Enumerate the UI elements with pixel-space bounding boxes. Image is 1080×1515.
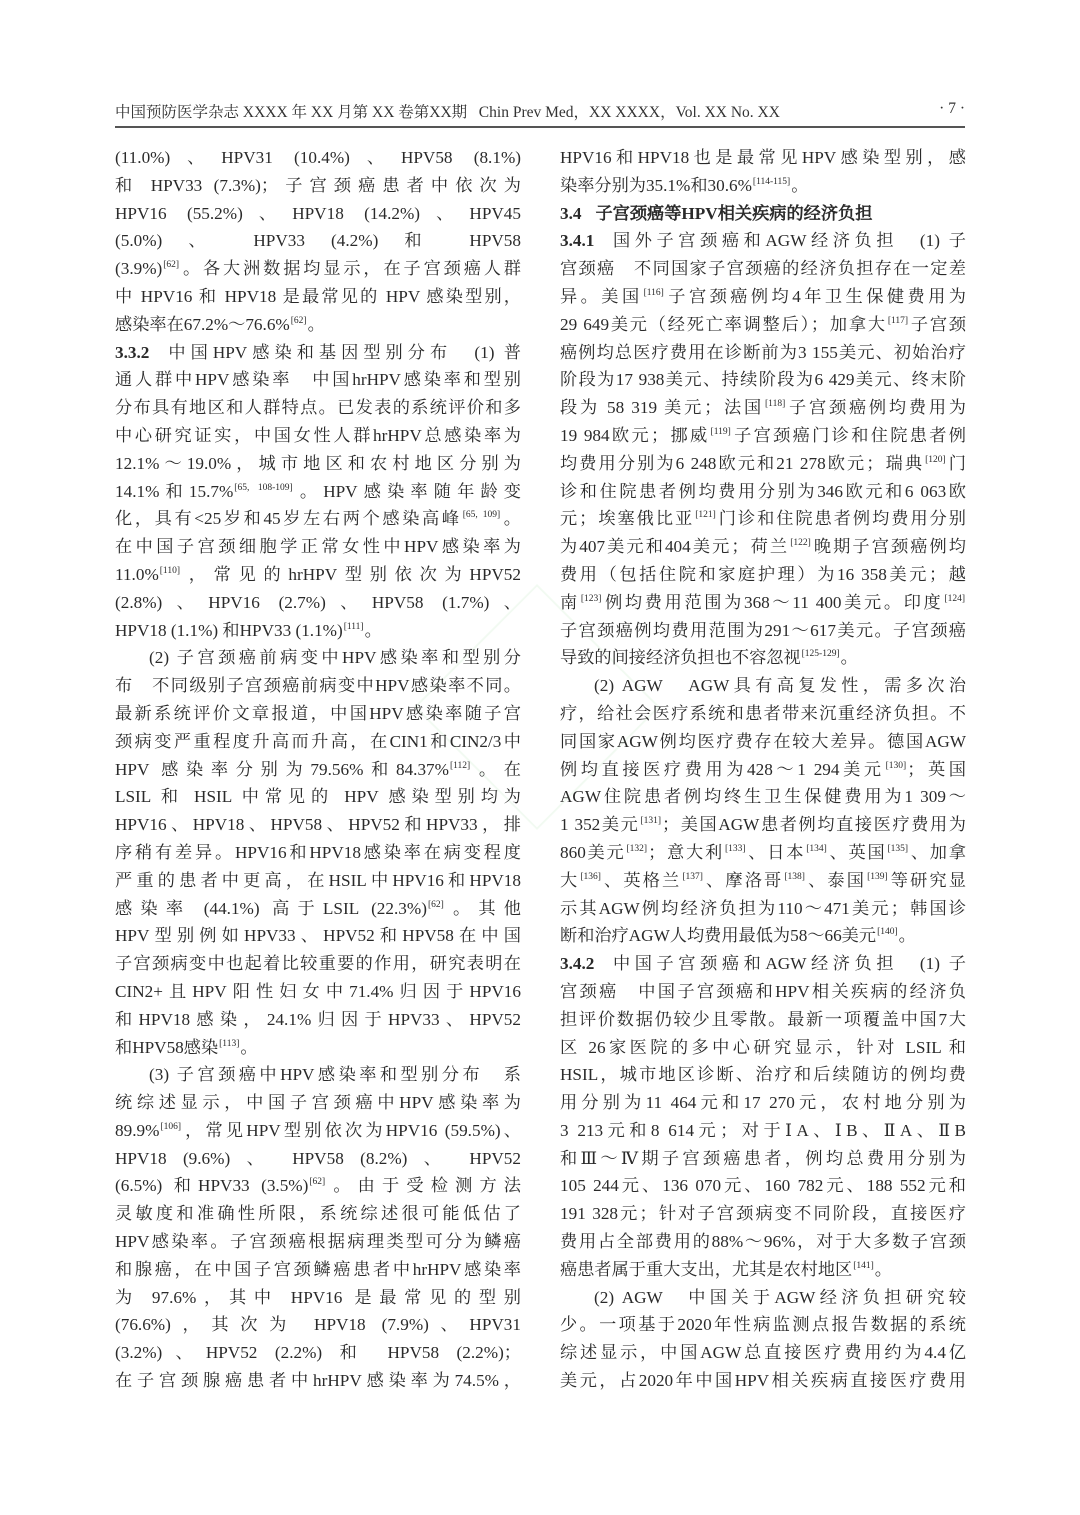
- text-run: 12.1%～19.0%，城市地区和农村地区分别为: [115, 453, 521, 473]
- text-line: [560, 1145, 966, 1173]
- text-line: [115, 1367, 521, 1395]
- text-line: [560, 700, 966, 728]
- text-line: [115, 1311, 521, 1339]
- text-line: [115, 1061, 521, 1089]
- text-run: HPV18 (1.1%) 和HPV33 (1.1%): [115, 620, 343, 640]
- text-line: [560, 839, 966, 867]
- text-run: HPV16 (55.2%)、HPV18 (14.2%)、HPV45: [115, 203, 521, 223]
- text-line: [560, 478, 966, 506]
- text-run: 子宫颈癌例均费用范围为291～617美元。子宫颈癌: [560, 620, 966, 640]
- text-line: [560, 922, 966, 950]
- text-line: [560, 672, 966, 700]
- text-run: 国外子宫颈癌和AGW经济负担 (1) 子: [608, 231, 966, 251]
- text-run: 子宫颈癌门诊和住院患者例: [731, 425, 966, 445]
- text-run: AGW住院患者例均终生卫生保健费用为1 309～: [560, 787, 966, 807]
- text-run: 宫颈癌 不同国家子宫颈癌的经济负担存在一定差: [560, 259, 966, 279]
- citation-ref: [112]: [449, 760, 471, 771]
- text-run: 、英国: [827, 842, 887, 862]
- text-line: [115, 1145, 521, 1173]
- text-run: 、日本: [746, 842, 806, 862]
- text-run: CIN2+且HPV阳性妇女中71.4%归因于HPV16: [115, 981, 521, 1001]
- text-line: [560, 1228, 966, 1256]
- text-run: 费用（包括住院和家庭护理）为16 358美元；越: [560, 564, 966, 584]
- text-run: 大: [560, 870, 580, 890]
- text-run: 。: [501, 509, 521, 529]
- text-line: [560, 311, 966, 339]
- text-line: [560, 255, 966, 283]
- citation-ref: [122]: [790, 538, 811, 549]
- section-heading: 3.4: [560, 203, 582, 223]
- text-run: 1 352美元: [560, 815, 640, 835]
- text-run: 。: [898, 926, 916, 946]
- text-run: 。: [364, 620, 382, 640]
- text-run: HPV16、HPV18、HPV58、HPV52和HPV33，排: [115, 815, 521, 835]
- text-line: [560, 1061, 966, 1089]
- text-run: 布 不同级别子宫颈癌前病变中HPV感染率不同。: [115, 676, 521, 696]
- text-run: 断和治疗AGW人均费用最低为58～66美元: [560, 926, 877, 946]
- text-run: HPV16和HPV18也是最常见HPV感染型别，感: [560, 148, 966, 167]
- text-run: 序稍有差异。HPV16和HPV18感染率在病变程度: [115, 842, 521, 862]
- citation-ref: [120]: [925, 454, 946, 465]
- text-line: [115, 1172, 521, 1200]
- text-run: 感染率 (44.1%) 高于LSIL (22.3%): [115, 898, 427, 918]
- text-run: 。: [791, 175, 809, 195]
- text-line: [115, 200, 521, 228]
- citation-ref: [136]: [580, 871, 601, 882]
- text-line: [560, 1339, 966, 1367]
- text-line: [560, 366, 966, 394]
- text-run: 和HPV18感染，24.1%归因于HPV33、HPV52: [115, 1009, 521, 1029]
- text-run: 105 244元、136 070元、160 782元、188 552元和: [560, 1176, 966, 1196]
- text-run: (2) AGW AGW具有高复发性，需多次治: [594, 676, 966, 696]
- text-run: (2.8%)、HPV16 (2.7%)、HPV58 (1.7%)、: [115, 592, 521, 612]
- citation-ref: [123]: [580, 593, 602, 604]
- text-run: 区 26家医院的多中心研究显示，针对 LSIL 和: [560, 1037, 966, 1057]
- text-run: 示其AGW例均经济负担为110～471美元；韩国诊: [560, 898, 966, 918]
- text-line: [115, 867, 521, 895]
- text-line: [115, 1117, 521, 1145]
- text-run: 疗，给社会医疗系统和患者带来沉重经济负担。不: [560, 703, 966, 723]
- text-run: 综述显示，中国AGW总直接医疗费用约为4.4亿: [560, 1343, 966, 1363]
- text-line: [560, 422, 966, 450]
- text-run: ；美国AGW患者例均直接医疗费用为: [662, 815, 966, 835]
- section-heading: 子宫颈癌等HPV相关疾病的经济负担: [595, 203, 873, 223]
- text-line: [115, 311, 521, 339]
- citation-ref: [119]: [710, 426, 731, 437]
- left-column: [115, 144, 521, 1395]
- citation-ref: [131]: [640, 816, 661, 827]
- citation-ref: [106]: [160, 1121, 181, 1132]
- text-run: 导致的间接经济负担也不容忽视: [560, 648, 801, 668]
- text-run: 例均直接医疗费用为428～1 294美元: [560, 759, 885, 779]
- text-run: 等研究显: [888, 870, 966, 890]
- text-run: 在子宫颈腺癌患者中hrHPV感染率为74.5%，: [115, 1371, 521, 1391]
- text-run: 为 97.6%，其中 HPV16 是最常见的型别: [115, 1287, 521, 1307]
- text-run: 。: [874, 1259, 892, 1279]
- text-line: [560, 1284, 966, 1312]
- text-run: 、摩洛哥: [703, 870, 784, 890]
- text-run: (3) 子宫颈癌中HPV感染率和型别分布 系: [149, 1065, 521, 1085]
- text-line: [115, 1284, 521, 1312]
- journal-citation: 中国预防医学杂志 XXXX 年 XX 月第 XX 卷第XX期 Chin Prev Med，XX XXXX，Vol. XX No. XX: [115, 104, 780, 121]
- text-line: [115, 1256, 521, 1284]
- citation-ref: [117]: [887, 315, 909, 326]
- text-line: [560, 144, 966, 172]
- text-run: 29 649美元（经死亡率调整后）；加拿大: [560, 314, 887, 334]
- text-line: [560, 756, 966, 784]
- citation-ref: [62]: [309, 1177, 326, 1188]
- text-run: (76.6%)，其次为 HPV18 (7.9%)、HPV31: [115, 1315, 521, 1335]
- text-run: 子宫颈癌例均费用为: [786, 398, 966, 418]
- text-line: [560, 283, 966, 311]
- text-run: 最新系统评价文章报道，中国HPV感染率随子宫: [115, 703, 521, 723]
- text-line: [560, 450, 966, 478]
- text-run: 费用占全部费用的88%～96%，对于大多数子宫颈: [560, 1232, 966, 1252]
- text-run: 和 HPV33 (7.3%)；子宫颈癌患者中依次为: [115, 175, 521, 195]
- text-run: ，常见HPV型别依次为HPV16 (59.5%)、: [181, 1120, 521, 1140]
- text-line: [115, 811, 521, 839]
- text-run: 阶段为17 938美元、持续阶段为6 429美元、终末阶: [560, 370, 966, 390]
- text-line: [115, 255, 521, 283]
- citation-ref: [62]: [163, 260, 180, 271]
- text-run: HPV 感染率分别为79.56%和84.37%: [115, 759, 449, 779]
- text-line: [560, 339, 966, 367]
- citation-ref: [118]: [765, 399, 786, 410]
- text-line: [560, 978, 966, 1006]
- citation-ref: [137]: [682, 871, 703, 882]
- text-line: [115, 172, 521, 200]
- text-run: 癌患者属于重大支出，尤其是农村地区: [560, 1259, 853, 1279]
- text-run: 、泰国: [805, 870, 867, 890]
- section-heading: 3.4.1: [560, 231, 595, 251]
- text-line: [560, 561, 966, 589]
- citation-ref: [141]: [853, 1260, 874, 1271]
- citation-ref: [133]: [724, 843, 746, 854]
- text-run: 晚期子宫颈癌例均: [811, 537, 966, 557]
- text-run: 染率分别为35.1%和30.6%: [560, 175, 752, 195]
- page-number: · 7 ·: [939, 100, 965, 117]
- text-line: [115, 589, 521, 617]
- citation-ref: [132]: [626, 843, 648, 854]
- text-run: 段为 58 319 美元；法国: [560, 398, 765, 418]
- text-line: [115, 533, 521, 561]
- text-run: 。在: [471, 759, 521, 779]
- text-line: [115, 1200, 521, 1228]
- text-line: [115, 478, 521, 506]
- text-line: [115, 561, 521, 589]
- citation-ref: [135]: [887, 843, 909, 854]
- text-line: [115, 644, 521, 672]
- text-line: [560, 867, 966, 895]
- citation-ref: [65, 108-109]: [234, 482, 293, 493]
- text-run: (5.0%) 、 HPV33 (4.2%) 和 HPV58: [115, 231, 521, 251]
- text-run: 颈病变严重程度升高而升高，在CIN1和CIN2/3中: [115, 731, 521, 751]
- citation-ref: [111]: [343, 621, 364, 632]
- section-heading: 3.3.2: [115, 342, 150, 362]
- text-line: [560, 1006, 966, 1034]
- text-run: 灵敏度和准确性所限，系统综述很可能低估了: [115, 1204, 521, 1224]
- text-line: [560, 811, 966, 839]
- text-run: 感染率在67.2%～76.6%: [115, 314, 290, 334]
- text-run: 元；埃塞俄比亚: [560, 509, 695, 529]
- text-line: [115, 922, 521, 950]
- text-run: 均费用分别为6 248欧元和21 278欧元；瑞典: [560, 453, 925, 473]
- text-run: 中国HPV感染和基因型别分布 (1) 普: [163, 342, 521, 362]
- text-run: (2) 子宫颈癌前病变中HPV感染率和型别分: [149, 648, 521, 668]
- text-line: [115, 783, 521, 811]
- text-run: 11.0%: [115, 564, 159, 584]
- text-line: [560, 533, 966, 561]
- text-run: ；意大利: [648, 842, 724, 862]
- text-line: [115, 950, 521, 978]
- section-heading: 3.4.2: [560, 954, 595, 974]
- text-run: 少。一项基于2020年性病监测点报告数据的系统: [560, 1315, 966, 1335]
- text-run: 南: [560, 592, 580, 612]
- text-run: 用分别为11 464元和17 270元，农村地分别为: [560, 1093, 966, 1113]
- text-run: ，常见的hrHPV型别依次为HPV52: [181, 564, 521, 584]
- text-run: 19 984欧元；挪威: [560, 425, 710, 445]
- text-run: 。: [240, 1037, 258, 1057]
- text-line: [560, 172, 966, 200]
- text-run: 89.9%: [115, 1120, 160, 1140]
- text-run: 。HPV感染率随年龄变: [293, 481, 521, 501]
- text-line: [115, 978, 521, 1006]
- text-run: HSIL，城市地区诊断、治疗和后续随访的例均费: [560, 1065, 966, 1085]
- text-run: 例均费用范围为368～11 400美元。印度: [602, 592, 944, 612]
- text-run: 、加拿: [909, 842, 966, 862]
- text-line: [560, 1256, 966, 1284]
- text-run: HPV18 (9.6%) 、 HPV58 (8.2%) 、 HPV52: [115, 1148, 521, 1168]
- text-line: [115, 227, 521, 255]
- text-run: 。各大洲数据均显示，在子宫颈癌人群: [180, 259, 521, 279]
- text-run: (3.2%)、HPV52 (2.2%) 和 HPV58 (2.2%)；: [115, 1343, 521, 1363]
- text-line: [560, 1200, 966, 1228]
- text-line: [560, 895, 966, 923]
- text-line: [560, 1117, 966, 1145]
- text-line: [560, 728, 966, 756]
- text-run: 和HPV58感染: [115, 1037, 219, 1057]
- text-line: [115, 756, 521, 784]
- text-line: [560, 394, 966, 422]
- citation-ref: [116]: [643, 287, 664, 298]
- text-line: [115, 1034, 521, 1062]
- citation-ref: [62]: [290, 315, 307, 326]
- text-run: 为407美元和404美元；荷兰: [560, 537, 790, 557]
- citation-ref: [138]: [784, 871, 805, 882]
- text-line: [560, 950, 966, 978]
- text-run: 和腺癌，在中国子宫颈鳞癌患者中hrHPV感染率: [115, 1259, 521, 1279]
- text-run: 、英格兰: [601, 870, 682, 890]
- citation-ref: [139]: [867, 871, 888, 882]
- text-line: [115, 617, 521, 645]
- text-run: 。由于受检测方法: [326, 1176, 521, 1196]
- text-run: 中心研究证实，中国女性人群hrHPV总感染率为: [115, 425, 521, 445]
- text-run: 诊和住院患者例均费用分别为346欧元和6 063欧: [560, 481, 966, 501]
- text-run: 和Ⅲ～Ⅳ期子宫颈癌患者，例均总费用分别为: [560, 1148, 966, 1168]
- citation-ref: [113]: [219, 1038, 240, 1049]
- text-run: 门: [946, 453, 966, 473]
- text-run: 美元，占2020年中国HPV相关疾病直接医疗费用: [560, 1371, 966, 1391]
- text-line: [560, 617, 966, 645]
- text-run: 。其他: [444, 898, 521, 918]
- text-line: [560, 644, 966, 672]
- text-line: [560, 1172, 966, 1200]
- citation-ref: [134]: [806, 843, 827, 854]
- text-run: (11.0%)、HPV31 (10.4%)、HPV58 (8.1%): [115, 148, 521, 167]
- text-run: 分布具有地区和人群特点。已发表的系统评价和多: [115, 398, 521, 418]
- text-run: 860美元: [560, 842, 626, 862]
- text-line: [115, 422, 521, 450]
- text-line: [115, 1339, 521, 1367]
- text-line: [115, 144, 521, 172]
- text-run: (2) AGW 中国关于AGW经济负担研究较: [594, 1287, 966, 1307]
- text-run: LSIL 和 HSIL 中常见的 HPV 感染型别均为: [115, 787, 521, 807]
- text-line: [560, 1089, 966, 1117]
- text-run: (3.9%): [115, 259, 163, 279]
- text-line: [560, 1034, 966, 1062]
- text-line: [115, 339, 521, 367]
- text-run: 中 HPV16 和 HPV18 是最常见的 HPV 感染型别，: [115, 286, 521, 306]
- text-run: HPV感染率。子宫颈癌根据病理类型可分为鳞癌: [115, 1232, 521, 1252]
- text-line: [115, 366, 521, 394]
- text-run: 通人群中HPV感染率 中国hrHPV感染率和型别: [115, 370, 521, 390]
- text-line: [115, 394, 521, 422]
- text-run: 191 328元；针对子宫颈病变不同阶段，直接医疗: [560, 1204, 966, 1224]
- text-line: [560, 227, 966, 255]
- text-run: 癌例均总医疗费用在诊断前为3 155美元、初始治疗: [560, 342, 966, 362]
- text-line: [560, 505, 966, 533]
- text-run: 中国子宫颈癌和AGW经济负担 (1) 子: [608, 954, 966, 974]
- citation-ref: [121]: [695, 510, 716, 521]
- text-run: 子宫颈病变中也起着比较重要的作用，研究表明在: [115, 954, 521, 974]
- running-header: [115, 100, 965, 122]
- text-line: [560, 200, 966, 228]
- text-line: [560, 1311, 966, 1339]
- citation-ref: [114-115]: [752, 176, 791, 187]
- text-line: [115, 1089, 521, 1117]
- text-run: HPV型别例如HPV33、HPV52和HPV58在中国: [115, 926, 521, 946]
- text-line: [115, 728, 521, 756]
- text-run: (6.5%) 和HPV33 (3.5%): [115, 1176, 309, 1196]
- text-line: [115, 672, 521, 700]
- citation-ref: [125-129]: [801, 649, 840, 660]
- header-rule: [115, 126, 965, 128]
- text-line: [115, 700, 521, 728]
- text-run: 同国家AGW例均医疗费存在较大差异。德国AGW: [560, 731, 966, 751]
- text-line: [115, 1228, 521, 1256]
- text-run: 担评价数据仍较少且零散。最新一项覆盖中国7大: [560, 1009, 966, 1029]
- text-run: 化，具有<25岁和45岁左右两个感染高峰: [115, 509, 462, 529]
- text-run: 。: [840, 648, 858, 668]
- citation-ref: [124]: [944, 593, 965, 604]
- text-run: ；英国: [907, 759, 966, 779]
- text-run: 。: [307, 314, 325, 334]
- text-line: [115, 283, 521, 311]
- text-run: 子宫颈: [909, 314, 966, 334]
- citation-ref: [130]: [885, 760, 907, 771]
- citation-ref: [62]: [427, 899, 444, 910]
- text-run: 在中国子宫颈细胞学正常女性中HPV感染率为: [115, 537, 521, 557]
- text-run: 统综述显示，中国子宫颈癌中HPV感染率为: [115, 1093, 521, 1113]
- text-line: [560, 589, 966, 617]
- right-column: [560, 144, 966, 1395]
- citation-ref: [110]: [159, 565, 180, 576]
- text-line: [115, 505, 521, 533]
- citation-ref: [65, 109]: [462, 510, 501, 521]
- text-run: 门诊和住院患者例均费用分别: [716, 509, 966, 529]
- text-line: [115, 895, 521, 923]
- text-run: 子宫颈癌例均4年卫生保健费用为: [664, 286, 966, 306]
- text-line: [115, 1006, 521, 1034]
- text-run: 3 213元和8 614元；对于ⅠA、ⅠB、ⅡA、ⅡB: [560, 1120, 966, 1140]
- text-run: 宫颈癌 中国子宫颈癌和HPV相关疾病的经济负: [560, 981, 966, 1001]
- text-line: [115, 450, 521, 478]
- text-run: 严重的患者中更高，在HSIL中HPV16和HPV18: [115, 870, 521, 890]
- text-run: 14.1%和15.7%: [115, 481, 234, 501]
- text-run: 异。美国: [560, 286, 643, 306]
- citation-ref: [140]: [877, 927, 898, 938]
- text-line: [560, 783, 966, 811]
- text-line: [115, 839, 521, 867]
- text-line: [560, 1367, 966, 1395]
